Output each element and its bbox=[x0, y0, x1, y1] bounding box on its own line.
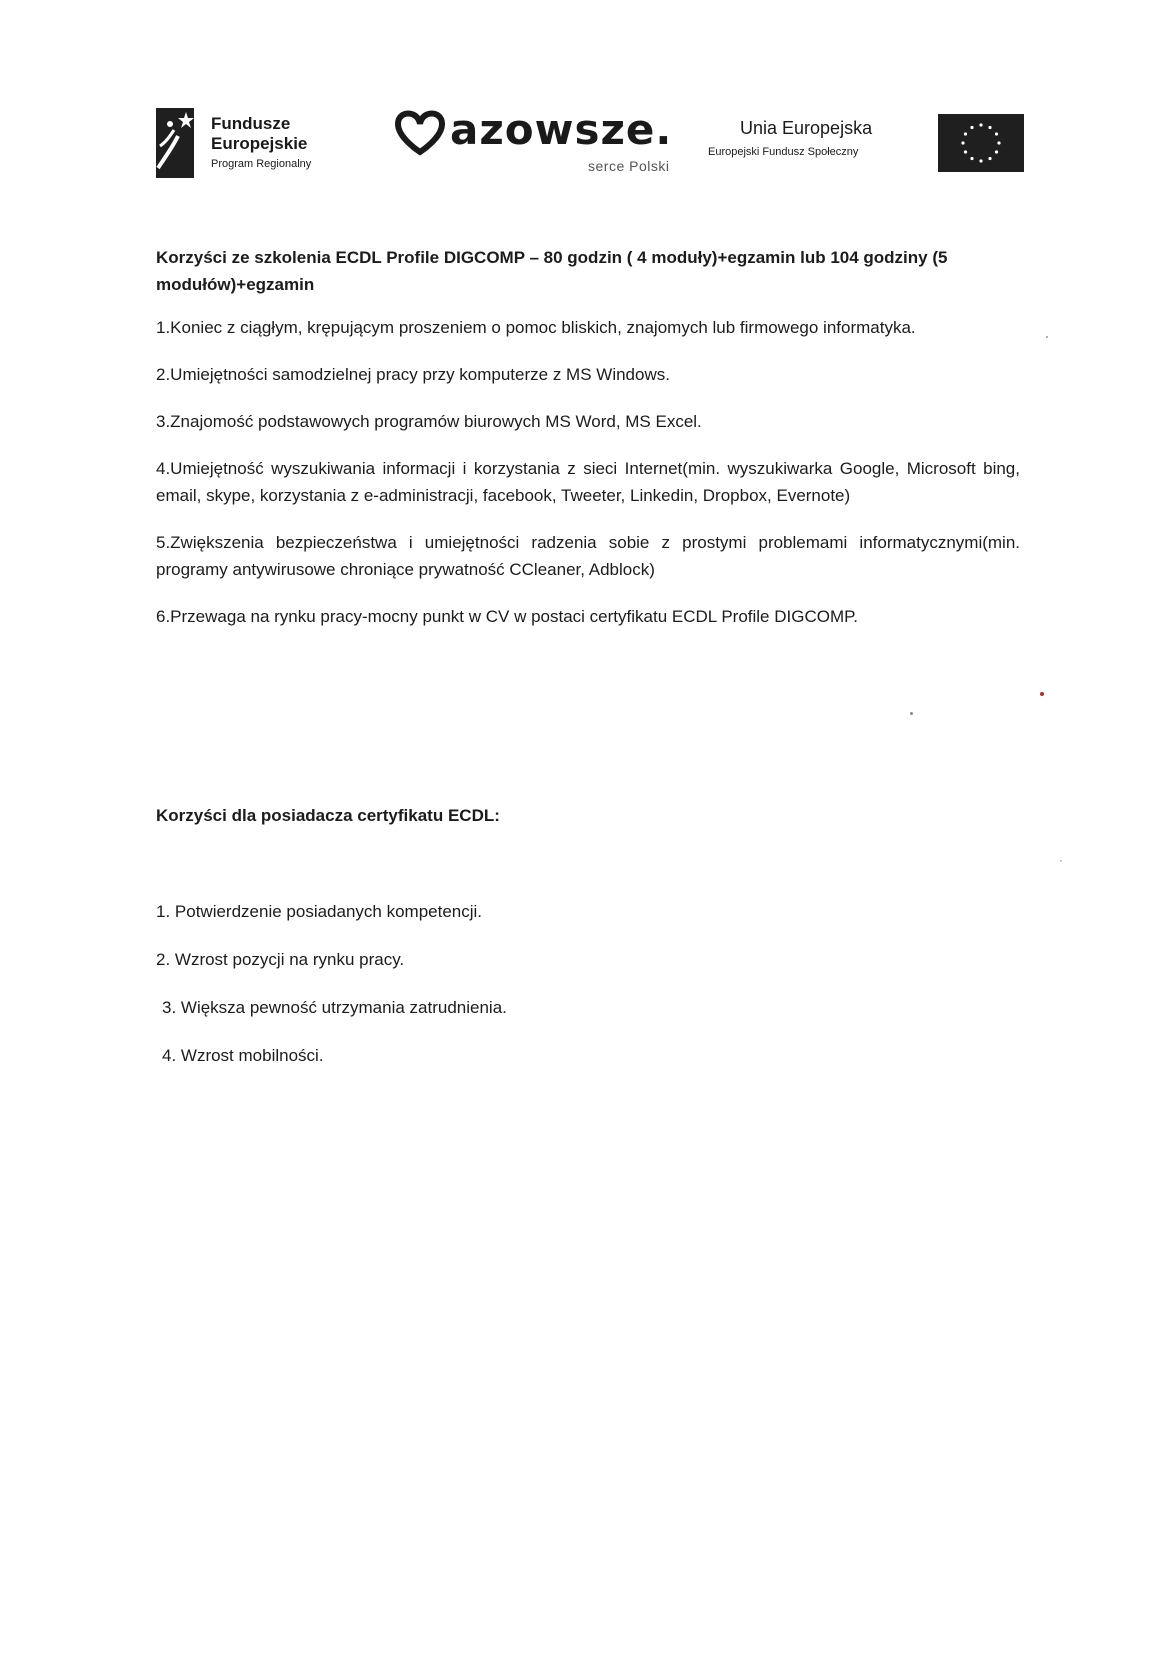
fe-title-line2: Europejskie bbox=[211, 134, 308, 153]
scan-speck bbox=[1040, 692, 1044, 696]
benefit-item-6: 6.Przewaga na rynku pracy-mocny punkt w CV w postaci certyfikatu ECDL Profile DIGCOMP. bbox=[156, 607, 858, 626]
section2-heading: Korzyści dla posiadacza certyfikatu ECDL: bbox=[156, 806, 500, 825]
ue-subtitle: Europejski Fundusz Społeczny bbox=[708, 146, 859, 158]
benefit-item-4: 4.Umiejętność wyszukiwania informacji i korzystania z sieci Internet(min. wyszukiwarka Google, Microsoft bing, email, skype, korzystania z e-administracji, facebook, Tweeter, Linkedin, Dropbox, Evernote) bbox=[156, 459, 1020, 505]
logo-header: Fundusze Europejskie Program Regionalny azowsze. serce Polski Unia Europejska Europejski Fundusz Społeczny bbox=[0, 100, 1170, 190]
mazowsze-subtitle: serce Polski bbox=[588, 158, 670, 174]
cert-benefit-item-1: 1. Potwierdzenie posiadanych kompetencji. bbox=[156, 902, 483, 921]
fe-title-line1: Fundusze bbox=[211, 114, 291, 133]
fundusze-europejskie-logo bbox=[156, 108, 366, 178]
scan-speck bbox=[1046, 336, 1048, 338]
mazowsze-logo-icon bbox=[388, 104, 688, 160]
cert-benefit-item-4: 4. Wzrost mobilności. bbox=[162, 1046, 324, 1065]
benefit-item-2: 2.Umiejętności samodzielnej pracy przy komputerze z MS Windows. bbox=[156, 365, 670, 384]
certificate-benefits-list bbox=[156, 898, 856, 1090]
benefit-item-5: 5.Zwiększenia bezpieczeństwa i umiejętności radzenia sobie z prostymi problemami informatycznymi(min. programy antywirusowe chroniące prywatność CCleaner, Adblock) bbox=[156, 533, 1020, 579]
mazowsze-logo bbox=[388, 100, 688, 190]
benefit-item-1: 1.Koniec z ciągłym, krępującym proszeniem o pomoc bliskich, znajomych lub firmowego informatyka. bbox=[156, 318, 916, 337]
svg-text:azowsze.: azowsze. bbox=[450, 105, 673, 154]
cert-benefit-item-3: 3. Większa pewność utrzymania zatrudnienia. bbox=[162, 998, 507, 1017]
scan-speck bbox=[910, 712, 913, 715]
scan-speck bbox=[1060, 860, 1062, 862]
cert-benefit-item-2: 2. Wzrost pozycji na rynku pracy. bbox=[156, 950, 405, 969]
eu-flag-icon bbox=[938, 114, 1024, 172]
fe-subtitle: Program Regionalny bbox=[211, 158, 312, 170]
section1-heading: Korzyści ze szkolenia ECDL Profile DIGCOMP – 80 godzin ( 4 moduły)+egzamin lub 104 godziny (5 modułów)+egzamin bbox=[156, 248, 948, 294]
section-course-benefits bbox=[156, 244, 1020, 630]
fundusze-europejskie-logo-icon bbox=[156, 108, 194, 178]
benefit-item-3: 3.Znajomość podstawowych programów biurowych MS Word, MS Excel. bbox=[156, 412, 702, 431]
